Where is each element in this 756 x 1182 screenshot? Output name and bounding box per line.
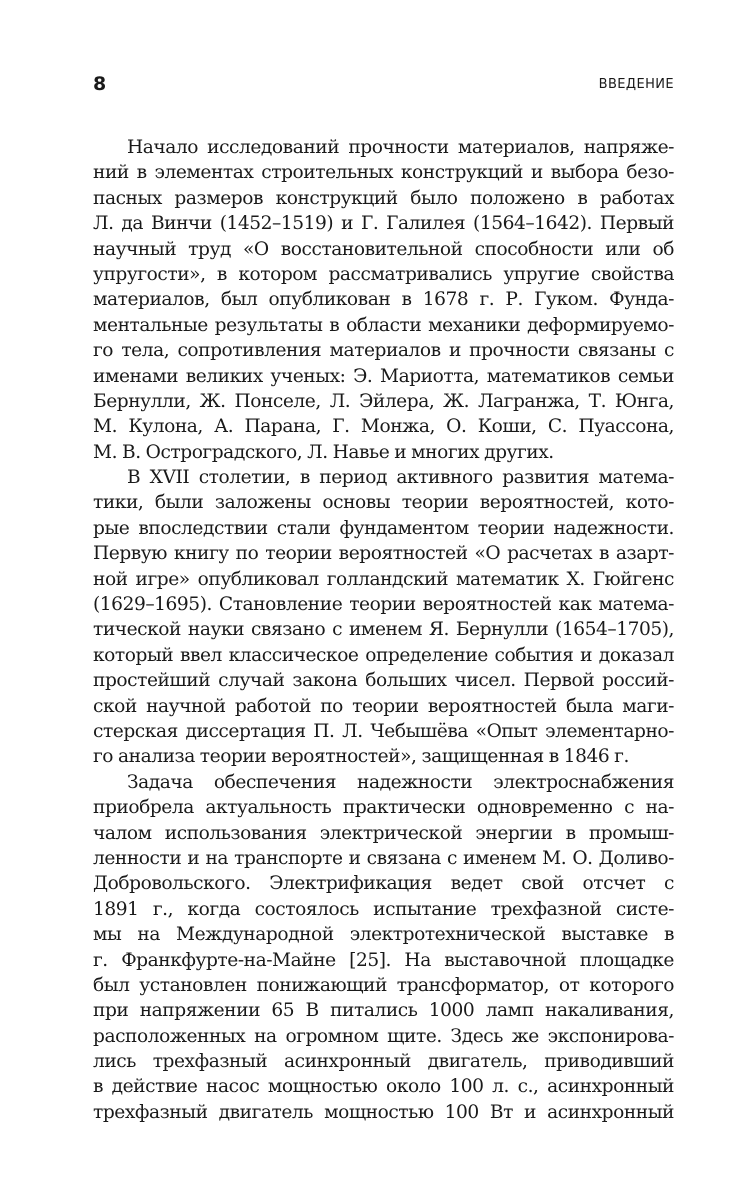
text-line: лись трехфазный асинхронный двигатель, приводивший <box>93 1051 674 1073</box>
text-line: В XVII столетии, в период активного развития матема- <box>127 467 674 489</box>
running-head: ВВЕДЕНИЕ <box>598 77 674 92</box>
page-number: 8 <box>93 73 107 95</box>
text-line: го анализа теории вероятностей», защищенная в 1846 г. <box>93 746 629 768</box>
text-line: М. В. Остроградского, Л. Навье и многих других. <box>93 441 554 463</box>
text-line: научный труд «О восстановительной способности или об <box>93 238 674 260</box>
text-line: Добровольского. Электрификация ведет свой отсчет с <box>93 873 674 895</box>
text-line: рые впоследствии стали фундаментом теории надежности. <box>93 517 674 539</box>
text-line: М. Кулона, А. Парана, Г. Монжа, О. Коши, С. Пуассона, <box>93 416 674 438</box>
text-line: Бернулли, Ж. Понселе, Л. Эйлера, Ж. Лагранжа, Т. Юнга, <box>93 390 674 412</box>
text-line: Первую книгу по теории вероятностей «О расчетах в азарт- <box>93 543 674 565</box>
text-line: пасных размеров конструкций было положено в работах <box>93 187 674 209</box>
text-line: тической науки связано с именем Я. Бернулли (1654–1705), <box>93 619 674 641</box>
text-line: трехфазный двигатель мощностью 100 Вт и асинхронный <box>93 1101 674 1123</box>
text-line: (1629–1695). Становление теории вероятностей как матема- <box>93 594 674 616</box>
text-line: мы на Международной электротехнической выставке в <box>93 924 674 946</box>
text-line: г. Франкфурте-на-Майне [25]. На выставочной площадке <box>93 949 674 971</box>
text-line: приобрела актуальность практически одновременно с на- <box>93 797 674 819</box>
text-line: го тела, сопротивления материалов и прочности связаны с <box>93 340 674 362</box>
text-line: ной игре» опубликовал голландский математик Х. Гюйгенс <box>93 568 674 590</box>
text-line: ментальные результаты в области механики деформируемо- <box>93 314 674 336</box>
text-line: именами великих ученых: Э. Мариотта, математиков семьи <box>93 365 674 387</box>
paragraph-2 <box>93 465 674 770</box>
text-line: 1891 г., когда состоялось испытание трехфазной систе- <box>93 898 674 920</box>
text-line: чалом использования электрической энергии в промыш- <box>93 822 674 844</box>
text-line: расположенных на огромном щите. Здесь же экспонирова- <box>93 1025 674 1047</box>
paragraph-3 <box>93 770 674 1125</box>
text-line: был установлен понижающий трансформатор, от которого <box>93 974 674 996</box>
text-line: простейший случай закона больших чисел. Первой россий- <box>93 670 674 692</box>
body-text <box>93 135 674 1125</box>
text-line: ний в элементах строительных конструкций и выбора безо- <box>93 162 674 184</box>
text-line: упругости», в котором рассматривались упругие свойства <box>93 263 674 285</box>
text-line: ской научной работой по теории вероятностей была маги- <box>93 695 674 717</box>
paragraph-1 <box>93 135 674 465</box>
text-line: тики, были заложены основы теории вероятностей, кото- <box>93 492 674 514</box>
text-line: Задача обеспечения надежности электроснабжения <box>127 771 674 793</box>
text-line: стерская диссертация П. Л. Чебышёва «Опыт элементарно- <box>93 720 674 742</box>
text-line: который ввел классическое определение события и доказал <box>93 644 674 666</box>
text-line: Начало исследований прочности материалов, напряже- <box>127 137 674 158</box>
text-line: ленности и на транспорте и связана с именем М. О. Доливо- <box>93 847 674 869</box>
text-line: Л. да Винчи (1452–1519) и Г. Галилея (1564–1642). Первый <box>93 213 674 235</box>
text-line: в действие насос мощностью около 100 л. с., асинхронный <box>93 1076 674 1098</box>
text-line: материалов, был опубликован в 1678 г. Р. Гуком. Фунда- <box>93 289 674 311</box>
text-line: при напряжении 65 В питались 1000 ламп накаливания, <box>93 1000 674 1022</box>
